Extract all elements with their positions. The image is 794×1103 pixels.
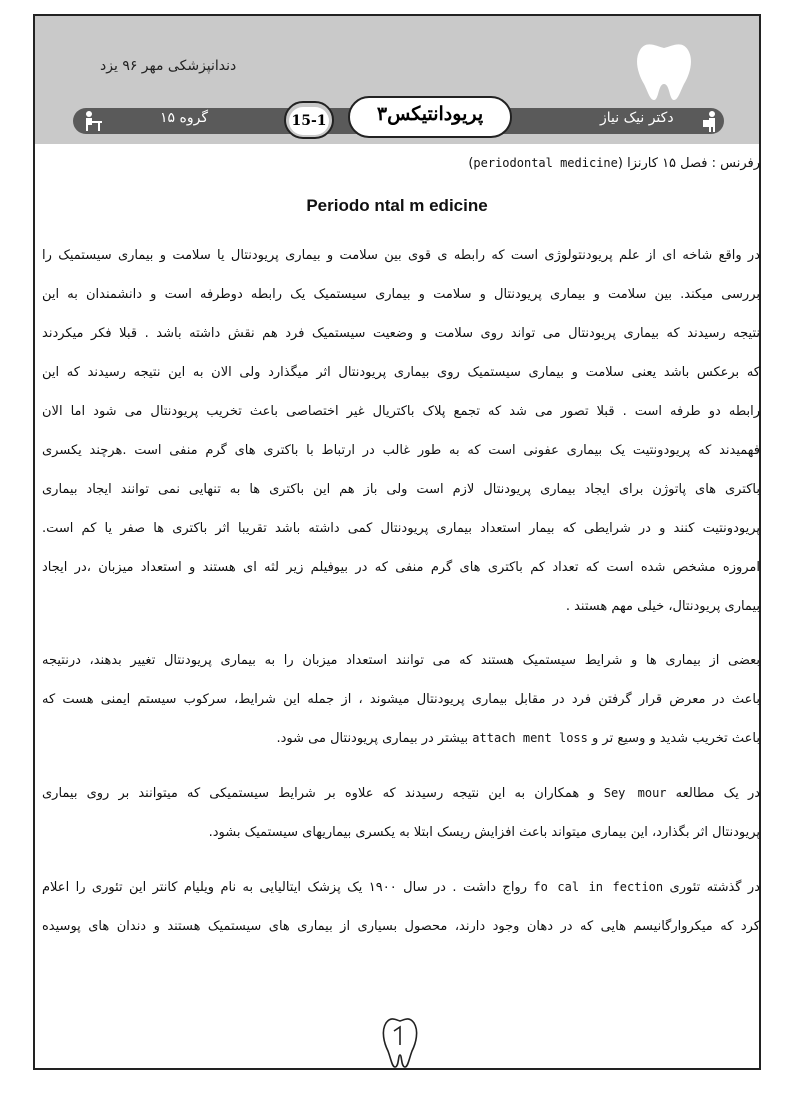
paragraph-line: کرد که میکروارگانیسم هایی که در دهان وجود دارند، محصول بسیاری از بیماری های سیستمیک هستند و دندان های پوسیده (42, 919, 760, 934)
line-text: و همکاران به این نتیجه رسیدند که علاوه بر شرایط سیستمیکی که میتوانند بر روی بیماری (42, 786, 604, 801)
section-heading: Periodo ntal m edicine (306, 196, 488, 215)
paragraph-line: بعضی از بیماری ها و شرایط سیستمیک هستند که می توانند استعداد میزبان را به بیماری پریودنتال تغییر بدهند، درنتیجه (42, 653, 760, 668)
paragraph-line: در واقع شاخه ای از علم پریودنتولوژی است که رابطه ی قوی بین سلامت و بیماری پریودنتال یا سلامت و بیماری سیستمیک را (42, 248, 760, 263)
paragraph-line: فهمیدند که پریودونتیت یک بیماری عفونی است که به طور غالب در ارتباط با باکتری های گرم منفی است .هرچند یکسری (42, 443, 760, 458)
paragraph-line: پریودونتیت کنند و در شرایطی که بیمار استعداد بیماری پریودنتال کمی داشته باشد تقریبا اثر باکتری ها صفر یا کم است. (42, 521, 760, 536)
line-text: باعث تخریب شدید و وسیع تر و (587, 731, 760, 746)
paragraph-line (42, 880, 760, 895)
tooth-logo-icon (632, 40, 696, 102)
paragraph-line: رابطه دو طرفه است . قبلا تصور می شد که تجمع پلاک باکتریال غیر اختصاصی باعث تخریب پریودنتال می شود اما الان (42, 404, 760, 419)
paragraph-line: نتیجه رسیدند که بیماری پریودنتال می تواند روی سلامت و وضعیت سیستمیک فرد هم نقش داشته باشد . قبلا فکر میکردند (42, 326, 760, 341)
tooth-footer-icon (380, 1015, 420, 1069)
line-text: رواج داشت . در سال ۱۹۰۰ یک پزشک ایتالیایی به نام ویلیام کانتر این تئوری را اعلام (42, 880, 534, 895)
paragraph-line (42, 731, 760, 746)
paragraph-line: امروزه مشخص شده است که تعداد کم باکتری های گرم منفی که در بیوفیلم زیر لثه ای هستند و استعداد میزبان ،در ایجاد (42, 560, 760, 575)
group-label: گروه ۱۵ (160, 110, 208, 126)
paragraph-line: که برعکس باشد یعنی سلامت و بیماری سیستمیک روی بیماری پریودنتال اثر میگذارد ولی الان به این نتیجه رسیدند که این (42, 365, 760, 380)
paragraph-line (42, 786, 760, 801)
paragraph-line: پریودنتال اثر بگذارد، این بیماری میتواند باعث افزایش ریسک ابتلا به یکسری بیماریهای سیستمیک بشود. (208, 825, 760, 840)
paragraph-line: بیماری پریودنتال، خیلی مهم هستند . (565, 599, 760, 614)
session-number: 15-1 (289, 107, 329, 135)
line-text: در یک مطالعه (666, 786, 761, 801)
course-title: پریودانتیکس۳ (376, 103, 484, 125)
reference-suffix: ) (468, 156, 474, 171)
university-label: دندانپزشکی مهر ۹۶ یزد (100, 58, 237, 74)
latin-term: Sey mour (603, 786, 667, 800)
page-frame (33, 14, 761, 1070)
reference-prefix: رفرنس : فصل ۱۵ کارنزا ( (617, 156, 760, 171)
teacher-icon (700, 110, 722, 132)
line-text: بیشتر در بیماری پریودنتال می شود. (276, 731, 473, 746)
student-icon (82, 110, 104, 132)
reference-line (440, 156, 760, 171)
latin-term: attach ment loss (472, 731, 588, 745)
latin-term: fo cal in fection (533, 880, 664, 894)
paragraph-line: باعث در معرض قرار گرفتن فرد در مقابل بیماری پریودنتال میشوند ، از جمله این شرایط، سرکوب سیستم ایمنی هست که (42, 692, 760, 707)
reference-topic: periodontal medicine (473, 156, 618, 170)
line-text: در گذشته تئوری (663, 880, 760, 895)
paragraph-line: باکتری های پاتوژن برای ایجاد بیماری پریودنتال لازم است ولی باز هم این باکتری ها به تنهایی نمی توانند ایجاد بیماری (42, 482, 760, 497)
lecturer-name: دکتر نیک نیاز (600, 110, 674, 126)
paragraph-line: بررسی میکند. بین سلامت و بیماری پریودنتال و سلامت و بیماری سیستمیک یک رابطه دوطرفه است و دانشمندان به این (42, 287, 760, 302)
